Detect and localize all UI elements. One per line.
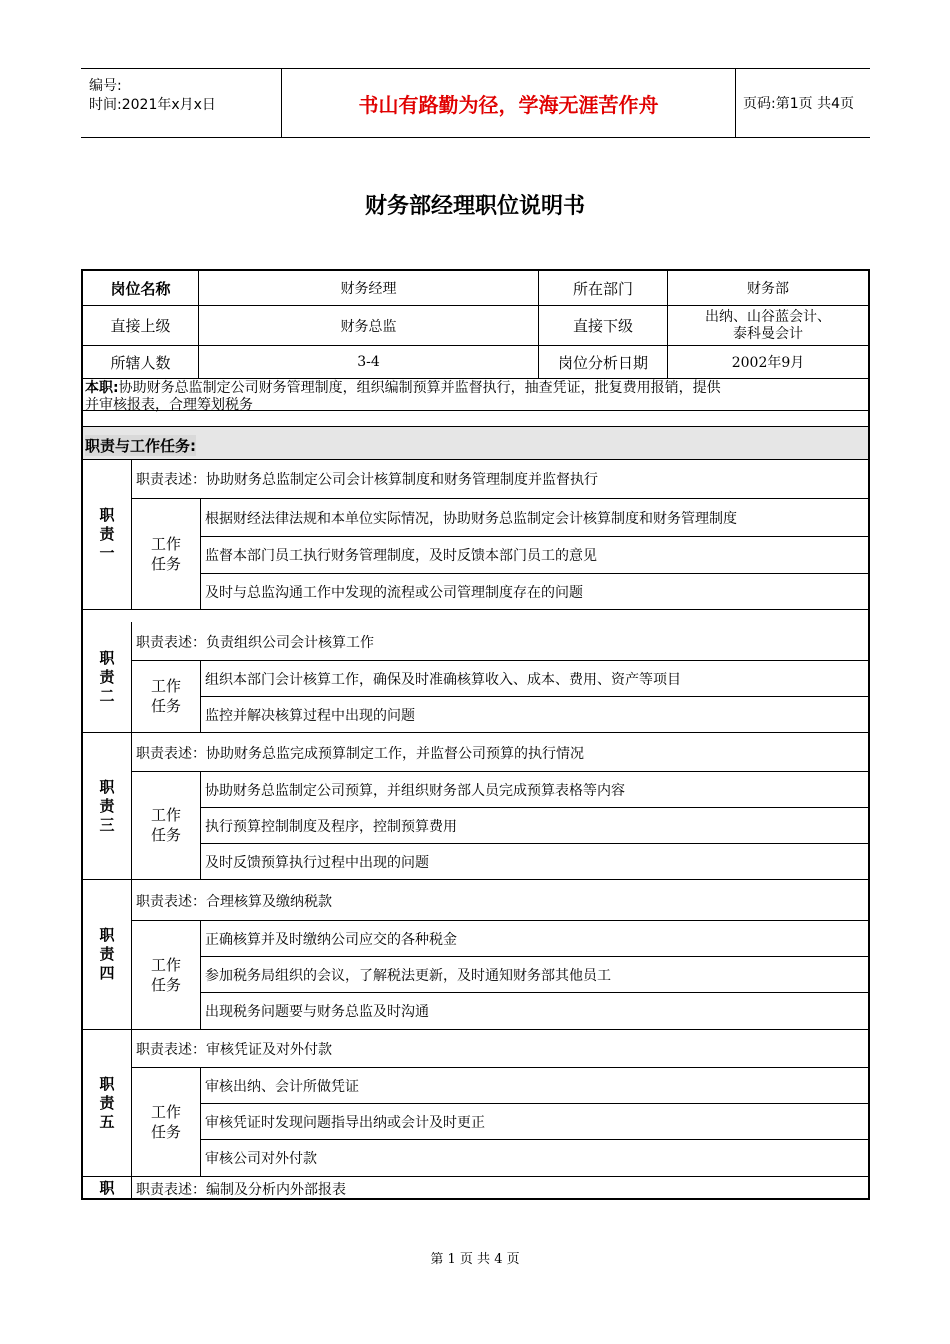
task-label-part: 工作 <box>150 677 181 695</box>
duties-header-band <box>83 427 868 459</box>
doc-number-label: 编号: <box>89 78 122 94</box>
value-department: 财务部 <box>747 281 789 297</box>
task-label-part: 任务 <box>150 554 181 573</box>
task-label-part: 工作 <box>150 955 181 974</box>
duty-6-statement: 职责表述：编制及分析内外部报表 <box>136 1182 346 1198</box>
duty-label-char: 二 <box>99 686 115 705</box>
duty-1-label <box>83 459 131 609</box>
document-title: 财务部经理职位说明书 <box>364 194 585 219</box>
duty-label-char: 职 <box>99 1074 115 1093</box>
duty-3-statement: 职责表述：协助财务总监完成预算制定工作，并监督公司预算的执行情况 <box>136 745 584 762</box>
value-direct-superior: 财务总监 <box>340 318 397 335</box>
duty-4-task-label <box>132 920 200 1029</box>
value-position-name: 财务经理 <box>340 281 397 297</box>
duty-label-char: 责 <box>99 667 115 686</box>
duty-label-char: 职 <box>99 926 115 944</box>
page-footer: 第 1 页 共 4 页 <box>430 1252 520 1267</box>
task-row: 监督本部门员工执行财务管理制度，及时反馈本部门员工的意见 <box>205 548 597 564</box>
duty-1-statement: 职责表述：协助财务总监制定公司会计核算制度和财务管理制度并监督执行 <box>136 472 598 488</box>
header-meta <box>81 69 281 137</box>
duty-label-char: 职 <box>99 1179 115 1197</box>
task-label-part: 工作 <box>150 806 181 824</box>
task-label-part: 工作 <box>150 1102 181 1121</box>
label-position-name: 岗位名称 <box>110 279 171 298</box>
header-motto: 书山有路勤为径，学海无涯苦作舟 <box>281 69 736 137</box>
label-headcount: 所辖人数 <box>110 353 171 372</box>
label-direct-superior: 直接上级 <box>110 317 171 335</box>
duty-6-label <box>83 1177 131 1200</box>
page-header <box>81 68 870 138</box>
task-row: 根据财经法律法规和本单位实际情况，协助财务总监制定会计核算制度和财务管理制度 <box>205 510 737 527</box>
summary-line-2: 并审核报表，合理筹划税务 <box>85 397 253 413</box>
task-row: 执行预算控制制度及程序，控制预算费用 <box>205 818 457 835</box>
summary-line-1: 协助财务总监制定公司财务管理制度，组织编制预算并监督执行，抽查凭证，批复费用报销，提供 <box>118 380 721 396</box>
task-row: 参加税务局组织的会议，了解税法更新，及时通知财务部其他员工 <box>205 967 611 984</box>
task-row: 及时与总监沟通工作中发现的流程或公司管理制度存在的问题 <box>205 584 583 601</box>
label-department: 所在部门 <box>572 279 633 298</box>
task-row: 协助财务总监制定公司预算，并组织财务部人员完成预算表格等内容 <box>205 782 625 799</box>
duty-5-statement: 职责表述：审核凭证及对外付款 <box>136 1042 332 1058</box>
duty-2-statement: 职责表述：负责组织公司会计核算工作 <box>136 634 374 651</box>
task-row: 审核凭证时发现问题指导出纳或会计及时更正 <box>205 1114 485 1131</box>
doc-date-label: 时间:2021年x月x日 <box>89 97 216 113</box>
task-row: 监控并解决核算过程中出现的问题 <box>205 707 415 724</box>
duty-4-label <box>83 880 131 1029</box>
value-headcount: 3-4 <box>357 354 380 370</box>
label-analysis-date: 岗位分析日期 <box>557 353 648 372</box>
duty-3-task-label <box>132 771 200 879</box>
subordinate-line-1: 出纳、山谷蓝会计、 <box>705 308 831 325</box>
value-direct-subordinate <box>668 306 868 345</box>
duty-label-char: 五 <box>99 1112 115 1131</box>
task-row: 正确核算并及时缴纳公司应交的各种税金 <box>205 931 457 948</box>
duty-2-task-label <box>132 660 200 732</box>
duty-label-char: 职 <box>99 648 115 667</box>
task-label-part: 任务 <box>150 826 181 844</box>
task-row: 审核出纳、会计所做凭证 <box>205 1078 359 1095</box>
duty-label-char: 责 <box>99 524 115 543</box>
task-label-part: 工作 <box>150 534 181 553</box>
duty-4-statement: 职责表述：合理核算及缴纳税款 <box>136 893 332 910</box>
duty-label-char: 四 <box>99 964 115 982</box>
header-page-label: 页码:第1页 共4页 <box>743 96 854 112</box>
duty-label-char: 责 <box>99 1093 115 1112</box>
task-row: 出现税务问题要与财务总监及时沟通 <box>205 1004 429 1020</box>
job-description-table <box>81 269 870 1200</box>
summary-label: 本职: <box>85 380 119 396</box>
task-row: 组织本部门会计核算工作，确保及时准确核算收入、成本、费用、资产等项目 <box>205 671 681 688</box>
subordinate-line-2: 泰科曼会计 <box>733 325 803 342</box>
duty-label-char: 责 <box>99 945 115 963</box>
task-row: 及时反馈预算执行过程中出现的问题 <box>205 854 429 871</box>
duty-3-label <box>83 733 131 879</box>
duty-label-char: 三 <box>99 815 115 834</box>
duty-label-char: 职 <box>99 777 115 796</box>
duty-label-char: 责 <box>99 796 115 815</box>
role-summary <box>85 380 865 413</box>
label-direct-subordinate: 直接下级 <box>572 317 633 335</box>
task-label-part: 任务 <box>150 697 181 715</box>
duty-2-label <box>83 622 131 732</box>
duty-label-char: 职 <box>99 505 115 524</box>
duty-5-label <box>83 1030 131 1176</box>
duty-1-task-label <box>132 498 200 609</box>
task-label-part: 任务 <box>150 975 181 994</box>
task-label-part: 任务 <box>150 1122 181 1141</box>
duties-header: 职责与工作任务: <box>85 437 196 455</box>
task-row: 审核公司对外付款 <box>205 1151 317 1167</box>
value-analysis-date: 2002年9月 <box>731 355 805 371</box>
duty-5-task-label <box>132 1067 200 1176</box>
duty-label-char: 一 <box>99 543 115 562</box>
